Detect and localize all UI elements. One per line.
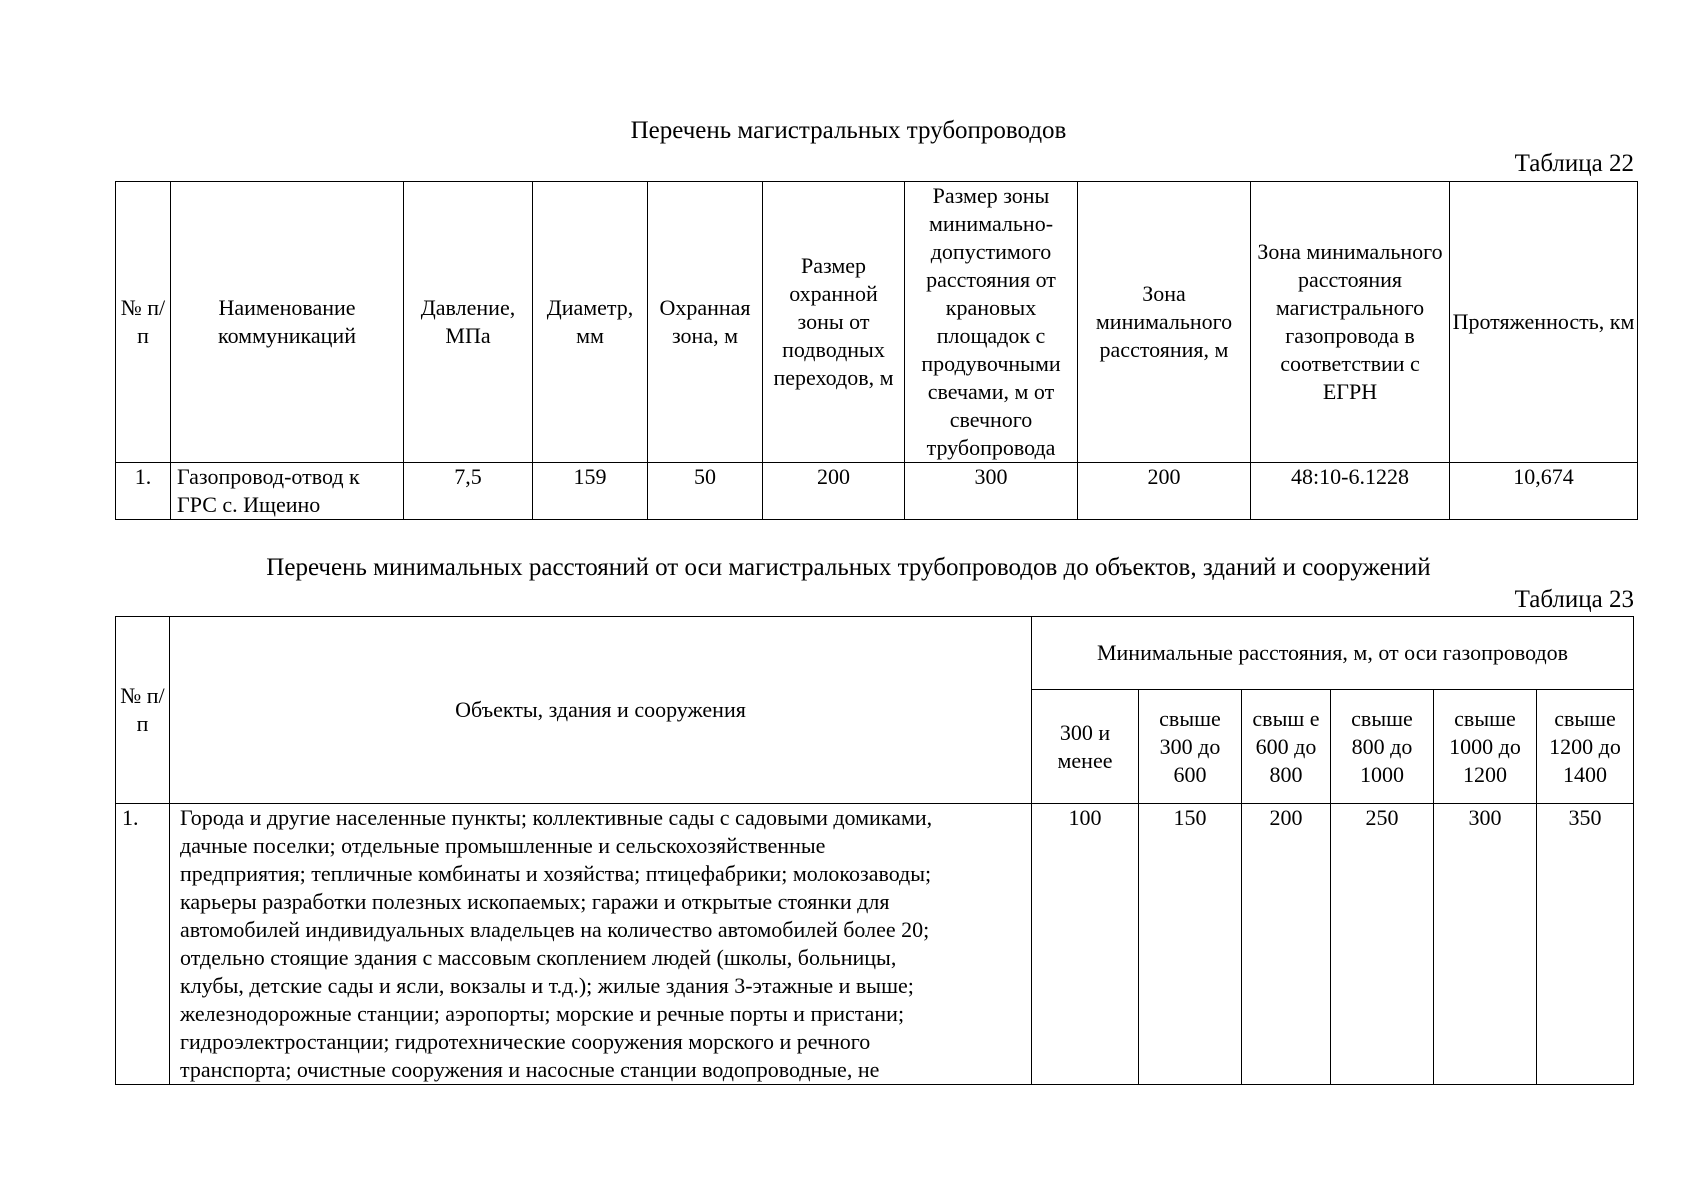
text-line: железнодорожные станции; аэропорты; морские и речные порты и пристани; bbox=[180, 1001, 905, 1026]
cell-num: 1. bbox=[116, 463, 171, 520]
min-distances-table bbox=[115, 616, 1634, 1085]
cell-min-zone: 200 bbox=[1078, 463, 1251, 520]
table-23-title: Перечень минимальных расстояний от оси магистральных трубопроводов до объектов, зданий и сооружений bbox=[266, 554, 1431, 581]
text-line: Города и другие населенные пункты; коллективные сады с садовыми домиками, bbox=[180, 805, 933, 830]
table-row bbox=[116, 463, 1638, 520]
pipelines-table bbox=[115, 181, 1638, 520]
text-line: клубы, детские сады и ясли, вокзалы и т.д.); жилые здания 3-этажные и выше; bbox=[180, 973, 914, 998]
table-row bbox=[116, 804, 1634, 1085]
header-distances-group: Минимальные расстояния, м, от оси газопроводов bbox=[1032, 617, 1634, 690]
cell-value: 250 bbox=[1331, 804, 1434, 1085]
subheader-600-800: свыш е 600 до 800 bbox=[1242, 690, 1331, 804]
header-num: № п/п bbox=[116, 182, 171, 463]
header-egrn: Зона минимального расстояния магистрального газопровода в соответствии с ЕГРН bbox=[1251, 182, 1450, 463]
cell-protect-zone: 50 bbox=[648, 463, 763, 520]
table-22-header-row bbox=[116, 182, 1638, 463]
cell-underwater-zone: 200 bbox=[763, 463, 905, 520]
header-crane-zone: Размер зоны минимально-допустимого расстояния от крановых площадок с продувочными свечами, м от свечного трубопровода bbox=[905, 182, 1078, 463]
cell-objects bbox=[170, 804, 1032, 1085]
cell-value: 100 bbox=[1032, 804, 1139, 1085]
text-line: предприятия; тепличные комбинаты и хозяйства; птицефабрики; молокозаводы; bbox=[180, 861, 932, 886]
text-line: отдельно стоящие здания с массовым скоплением людей (школы, больницы, bbox=[180, 945, 897, 970]
cell-name: Газопровод-отвод к ГРС с. Ищеино bbox=[171, 463, 404, 520]
header-pressure: Давление, МПа bbox=[404, 182, 533, 463]
text-line: автомобилей индивидуальных владельцев на количество автомобилей более 20; bbox=[180, 917, 930, 942]
cell-crane-zone: 300 bbox=[905, 463, 1078, 520]
text-line: дачные поселки; отдельные промышленные и сельскохозяйственные bbox=[180, 833, 826, 858]
cell-diameter: 159 bbox=[533, 463, 648, 520]
text-line: карьеры разработки полезных ископаемых; гаражи и открытые стоянки для bbox=[180, 889, 890, 914]
subheader-800-1000: свыше 800 до 1000 bbox=[1331, 690, 1434, 804]
cell-egrn: 48:10-6.1228 bbox=[1251, 463, 1450, 520]
subheader-1200-1400: свыше 1200 до 1400 bbox=[1537, 690, 1634, 804]
table-23-label: Таблица 23 bbox=[1514, 586, 1634, 613]
cell-value: 300 bbox=[1434, 804, 1537, 1085]
text-line: гидроэлектростанции; гидротехнические сооружения морского и речного bbox=[180, 1029, 871, 1054]
cell-value: 150 bbox=[1139, 804, 1242, 1085]
text-line: транспорта; очистные сооружения и насосные станции водопроводные, не bbox=[180, 1057, 880, 1082]
header-name: Наименование коммуникаций bbox=[171, 182, 404, 463]
table-23-header-row bbox=[116, 617, 1634, 690]
table-22-label: Таблица 22 bbox=[1514, 150, 1634, 177]
cell-num: 1. bbox=[116, 804, 170, 1085]
subheader-1000-1200: свыше 1000 до 1200 bbox=[1434, 690, 1537, 804]
header-diameter: Диаметр, мм bbox=[533, 182, 648, 463]
cell-pressure: 7,5 bbox=[404, 463, 533, 520]
header-length: Протяженность, км bbox=[1450, 182, 1638, 463]
table-22-title: Перечень магистральных трубопроводов bbox=[630, 117, 1067, 144]
cell-length: 10,674 bbox=[1450, 463, 1638, 520]
header-underwater-zone: Размер охранной зоны от подводных переходов, м bbox=[763, 182, 905, 463]
header-min-zone: Зона минимального расстояния, м bbox=[1078, 182, 1251, 463]
header-num: № п/п bbox=[116, 617, 170, 804]
cell-value: 350 bbox=[1537, 804, 1634, 1085]
header-objects: Объекты, здания и сооружения bbox=[170, 617, 1032, 804]
cell-value: 200 bbox=[1242, 804, 1331, 1085]
header-protect-zone: Охранная зона, м bbox=[648, 182, 763, 463]
subheader-300-600: свыше 300 до 600 bbox=[1139, 690, 1242, 804]
subheader-300-less: 300 и менее bbox=[1032, 690, 1139, 804]
